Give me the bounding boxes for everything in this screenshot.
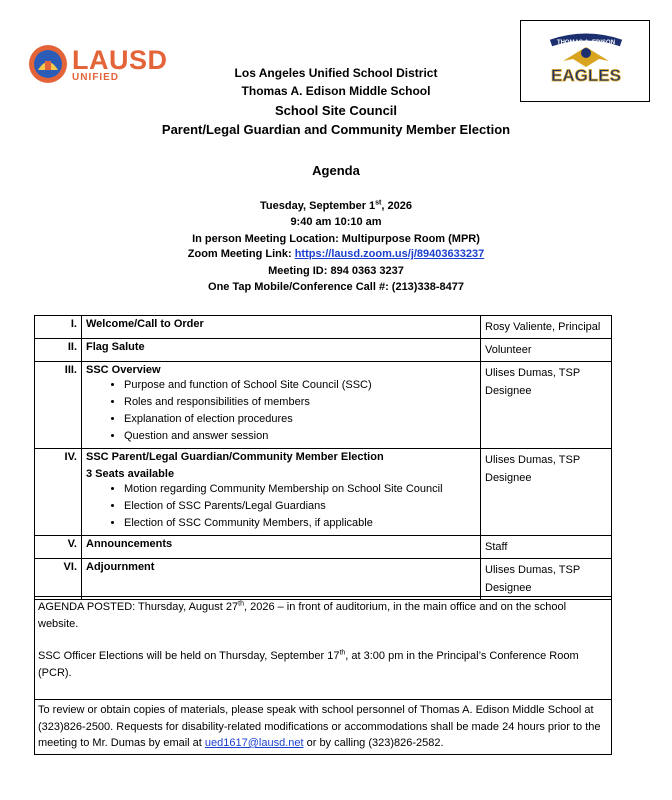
agenda-posted-note: AGENDA POSTED: Thursday, August 27th, 2026 – in front of auditorium, in the main office and on the school website. <box>38 600 567 630</box>
item-presenter: Rosy Valiente, Principal <box>481 316 612 339</box>
agenda-row <box>35 362 612 449</box>
agenda-table <box>34 315 612 600</box>
bullet-item: • Election of SSC Community Members, if applicable <box>124 516 476 532</box>
zoom-link[interactable]: https://lausd.zoom.us/j/89403633237 <box>294 248 485 260</box>
accommodation-notes <box>35 700 612 755</box>
item-content <box>82 316 481 339</box>
agenda-row <box>35 558 612 599</box>
item-title: Announcements <box>86 537 173 550</box>
item-content <box>82 362 481 449</box>
eagles-wordmark: EAGLES <box>551 66 621 85</box>
item-content <box>82 558 481 599</box>
officer-election-note: SSC Officer Elections will be held on Thursday, September 17th, at 3:00 pm in the Principal’s Conference Room (PCR). <box>38 649 579 679</box>
posting-notes <box>35 597 612 700</box>
item-content <box>82 339 481 362</box>
meeting-id: Meeting ID: 894 0363 3237 <box>268 265 404 277</box>
agenda-row <box>35 316 612 339</box>
meeting-location: In person Meeting Location: Multipurpose Room (MPR) <box>192 233 480 245</box>
review-materials-note: To review or obtain copies of materials, please speak with school personnel of Thomas A. Edison Middle School at (323)826-2500. Requests for disability-related modifications or accommodations shall be made 24 hours prior to the meeting to Mr. Dumas by email at ued1617@lausd.net or by calling (323)826-2582. <box>38 704 601 749</box>
item-presenter: Volunteer <box>481 339 612 362</box>
item-number: IV. <box>35 449 82 536</box>
item-title: SSC Parent/Legal Guardian/Community Member Election <box>86 451 384 464</box>
item-number: III. <box>35 362 82 449</box>
item-bullets <box>86 378 476 445</box>
item-title: Flag Salute <box>86 341 145 354</box>
zoom-line <box>0 248 672 260</box>
item-content <box>82 449 481 536</box>
item-number: II. <box>35 339 82 362</box>
school-name: Thomas A. Edison Middle School <box>241 84 431 98</box>
election-title: Parent/Legal Guardian and Community Member Election <box>161 122 511 137</box>
bullet-item: • Election of SSC Parents/Legal Guardians <box>124 499 476 515</box>
item-subtitle: 3 Seats available <box>86 468 175 481</box>
item-title: Welcome/Call to Order <box>86 318 204 330</box>
bullet-item: • Purpose and function of School Site Council (SSC) <box>124 378 476 394</box>
notes-table <box>34 596 612 755</box>
contact-email-link[interactable]: ued1617@lausd.net <box>204 737 304 749</box>
item-title: Adjournment <box>86 560 155 573</box>
meeting-time: 9:40 am 10:10 am <box>290 216 382 228</box>
bullet-item: • Motion regarding Community Membership on School Site Council <box>124 482 476 498</box>
item-content <box>82 535 481 558</box>
bullet-item: • Explanation of election procedures <box>124 412 476 428</box>
agenda-row <box>35 535 612 558</box>
lausd-unified-text: UNIFIED <box>72 72 119 83</box>
meeting-date: Tuesday, September 1st, 2026 <box>260 199 412 212</box>
one-tap-number: One Tap Mobile/Conference Call #: (213)338-8477 <box>208 281 464 293</box>
item-number: V. <box>35 535 82 558</box>
agenda-heading: Agenda <box>312 163 360 178</box>
agenda-row <box>35 339 612 362</box>
district-name: Los Angeles Unified School District <box>234 66 438 80</box>
item-presenter: Staff <box>481 535 612 558</box>
agenda-row <box>35 449 612 536</box>
eagles-arc-text: THOMAS A. EDISON <box>556 40 616 46</box>
item-number: VI. <box>35 558 82 599</box>
item-presenter: Ulises Dumas, TSP Designee <box>481 362 612 449</box>
bullet-item: • Question and answer session <box>124 429 476 445</box>
bullet-item: • Roles and responsibilities of members <box>124 395 476 411</box>
eagles-logo-icon <box>543 33 629 91</box>
item-presenter: Ulises Dumas, TSP Designee <box>481 449 612 536</box>
notes-row <box>35 700 612 755</box>
lausd-wordmark: LAUSD <box>72 45 168 75</box>
item-presenter: Ulises Dumas, TSP Designee <box>481 558 612 599</box>
item-number: I. <box>35 316 82 339</box>
notes-row <box>35 597 612 700</box>
item-bullets <box>86 482 476 532</box>
council-name: School Site Council <box>274 103 398 118</box>
zoom-label: Zoom Meeting Link: <box>187 248 295 260</box>
item-title: SSC Overview <box>86 364 161 377</box>
